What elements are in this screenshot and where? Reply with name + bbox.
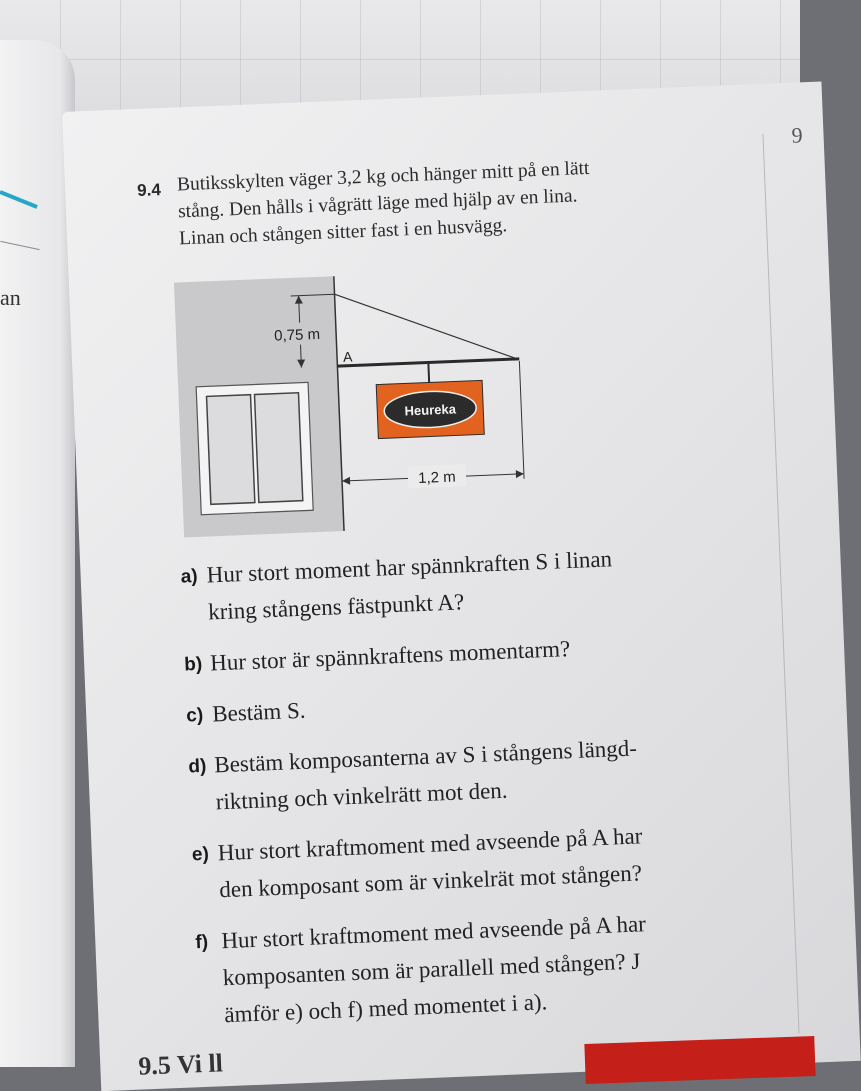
cyan-rule <box>0 190 38 209</box>
question-d <box>188 724 771 821</box>
question-text: Hur stort kraftmoment med avseende på A har <box>220 911 647 954</box>
question-c <box>186 673 767 733</box>
left-page-fragment: an <box>0 285 21 310</box>
question-letter: f) <box>195 931 209 954</box>
question-text: Bestäm komposanterna av S i stångens längd- <box>213 735 638 778</box>
question-text: Hur stort kraftmoment med avseende på A har <box>217 823 643 866</box>
sign-hanger <box>428 362 429 382</box>
question-f <box>195 900 779 1034</box>
problem-number: 9.4 <box>136 180 162 201</box>
question-text: den komposant som är vinkelrät mot stången? <box>218 860 643 903</box>
red-page-tab <box>584 1036 815 1084</box>
height-label: 0,75 m <box>273 325 321 345</box>
left-page <box>0 40 75 1067</box>
question-text: Hur stor är spännkraftens momentarm? <box>209 636 571 676</box>
problem-line: Linan och stången sitter fast i en husvägg. <box>178 215 508 250</box>
next-problem-fragment: 9.5 Vi ll <box>137 1048 224 1081</box>
width-label: 1,2 m <box>417 468 457 487</box>
gray-rule <box>0 241 39 250</box>
question-text: Hur stort moment har spännkraften S i linan <box>206 546 613 588</box>
question-b <box>184 622 765 682</box>
question-letter: e) <box>191 843 210 866</box>
window-pane-left <box>207 395 255 505</box>
question-letter: c) <box>185 704 204 727</box>
question-e <box>191 812 774 909</box>
problem-line: Butiksskylten väger 3,2 kg och hänger mitt på en lätt <box>176 157 590 196</box>
point-a-label: A <box>342 348 353 365</box>
sign-text: Heureka <box>404 401 457 419</box>
problem-statement <box>176 149 739 252</box>
problem-line: stång. Den hålls i vågrätt läge med hjälp av en lina. <box>177 185 578 223</box>
right-page-fragment: 9 <box>791 122 804 148</box>
question-text: ämför e) och f) med momentet i a). <box>223 989 548 1028</box>
rope <box>335 287 518 366</box>
question-text: kring stångens fästpunkt A? <box>207 589 465 625</box>
arrow-right-icon <box>516 470 524 478</box>
width-tick-right <box>519 361 524 479</box>
question-letter: a) <box>180 565 199 588</box>
question-letter: d) <box>187 755 207 778</box>
question-list <box>180 534 779 1048</box>
question-text: riktning och vinkelrätt mot den. <box>215 777 508 815</box>
question-a <box>180 534 763 631</box>
window-pane-right <box>254 393 302 503</box>
book-page <box>62 81 861 1091</box>
arrow-left-icon <box>342 477 350 485</box>
sign-figure <box>174 269 534 543</box>
question-text: Bestäm S. <box>211 697 306 727</box>
question-letter: b) <box>183 653 203 676</box>
question-text: komposanten som är parallell med stången? J <box>222 948 641 991</box>
